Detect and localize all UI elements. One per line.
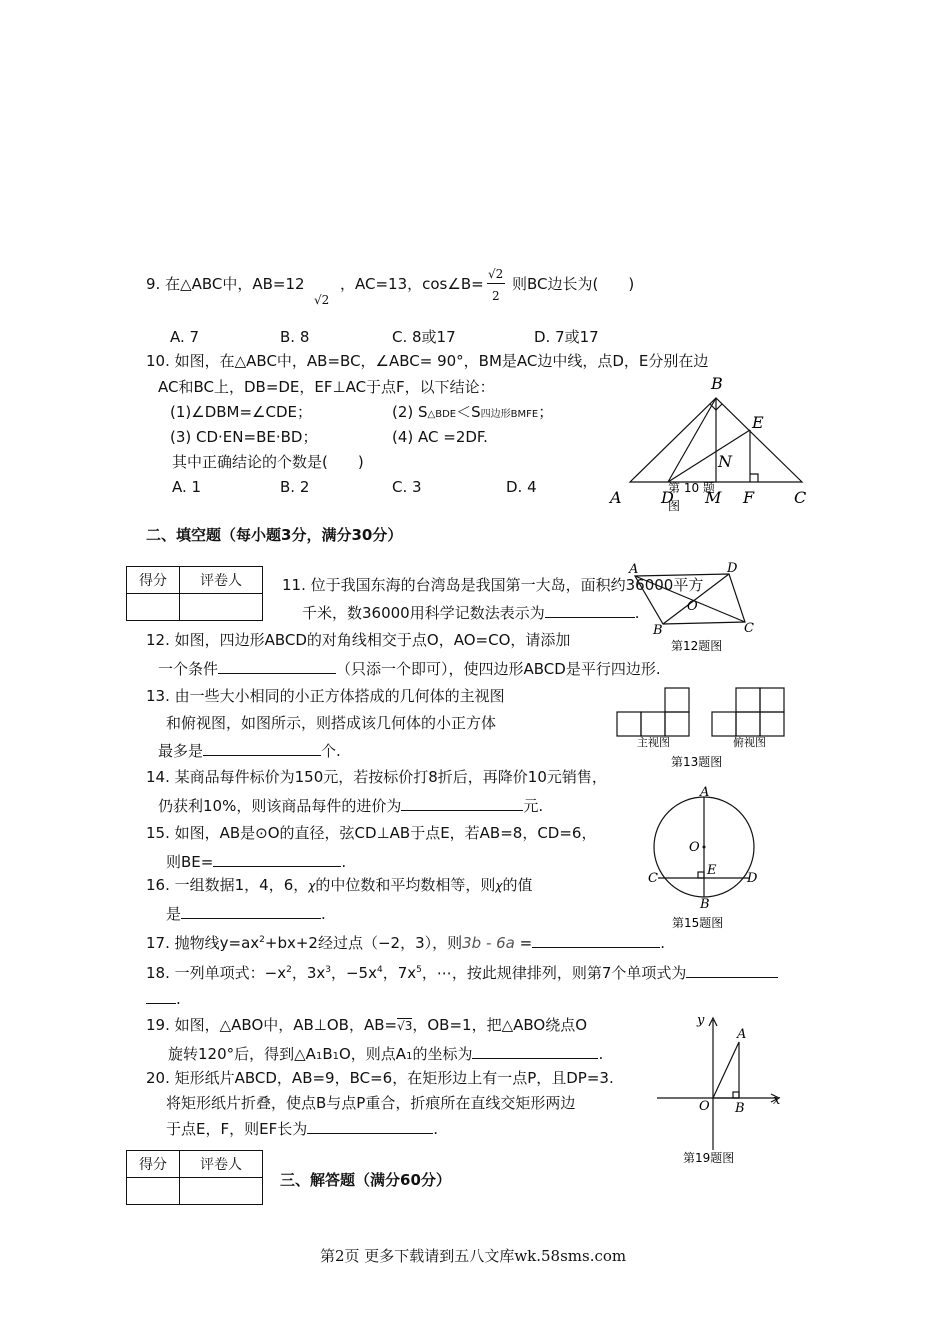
fig15-label-e: E bbox=[707, 863, 717, 878]
fig15-label-b: B bbox=[700, 897, 710, 912]
q18-answer-blank-cont bbox=[146, 988, 176, 1004]
fig13-caption: 第13题图 bbox=[671, 755, 723, 769]
q12-answer-blank[interactable] bbox=[218, 658, 336, 674]
section-2-heading: 二、填空题（每小题3分，满分30分） bbox=[146, 526, 403, 544]
q9-mid: ，AC=13，cos∠B= bbox=[340, 275, 484, 293]
q13-line2: 和俯视图，如图所示，则搭成该几何体的小正方体 bbox=[166, 714, 497, 732]
q9-option-b: B. 8 bbox=[280, 328, 310, 346]
q15-line2: 则BE= . bbox=[166, 853, 347, 871]
q10-line1: 10. 如图，在△ABC中，AB=BC，∠ABC= 90°，BM是AC边中线，点D，E分别在边 bbox=[146, 352, 709, 370]
q18-answer-blank[interactable] bbox=[686, 962, 778, 978]
page-footer: 第2页 更多下载请到五八文库wk.58sms.com bbox=[320, 1247, 627, 1265]
figure-15 bbox=[640, 782, 770, 932]
fig15-label-o: O bbox=[689, 840, 700, 855]
score-label: 得分 bbox=[127, 567, 180, 594]
fig19-label-x: x bbox=[773, 1093, 781, 1108]
label-e: E bbox=[752, 413, 764, 432]
q16-line2: 是 . bbox=[166, 905, 326, 923]
q9-option-a: A. 7 bbox=[170, 328, 200, 346]
fig13-top-label: 俯视图 bbox=[733, 736, 766, 749]
fig19-caption: 第19题图 bbox=[683, 1151, 735, 1165]
fig12-caption: 第12题图 bbox=[671, 639, 723, 653]
right-angle-e bbox=[698, 872, 704, 878]
score-cell bbox=[127, 594, 180, 621]
label-m: M bbox=[705, 488, 722, 507]
q13-line3: 最多是 个. bbox=[158, 742, 341, 760]
fig19-label-y: y bbox=[697, 1013, 705, 1028]
q20-line1: 20. 矩形纸片ABCD，AB=9，BC=6，在矩形边上有一点P，且DP=3. bbox=[146, 1069, 614, 1087]
q18-line1: 18. 一列单项式：$-x^2$，$3x^3$，$-5x^4$，$7x^5$，⋯，按此规律排列，则第7个单项式为 bbox=[146, 960, 778, 983]
fig19-label-a: A bbox=[737, 1027, 747, 1042]
fig12-label-d: D bbox=[727, 561, 738, 576]
line-bd bbox=[668, 398, 716, 482]
grader-label: 评卷人 bbox=[180, 567, 263, 594]
q20-line3: 于点E，F，则EF长为 . bbox=[166, 1120, 438, 1138]
score-label: 得分 bbox=[127, 1151, 180, 1178]
fig12-label-c: C bbox=[744, 621, 754, 636]
q9-frac-num: √2 bbox=[488, 267, 504, 281]
q11-answer-blank[interactable] bbox=[545, 602, 635, 618]
fig12-label-b: B bbox=[653, 623, 663, 638]
score-cell bbox=[127, 1178, 180, 1205]
q12-line2: 一个条件 （只添一个即可），使四边形ABCD是平行四边形. bbox=[158, 660, 661, 678]
q18-line2: . bbox=[146, 988, 181, 1009]
fig13-front-label: 主视图 bbox=[637, 736, 670, 749]
label-a: A bbox=[610, 488, 622, 507]
score-table-2 bbox=[126, 1150, 263, 1205]
q10-line2: AC和BC上，DB=DE，EF⊥AC于点F，以下结论： bbox=[158, 378, 495, 396]
q10-conclusion-4: (4) AC =2DF. bbox=[392, 428, 488, 446]
figure-12 bbox=[625, 560, 765, 660]
q11-line1: 11. 位于我国东海的台湾岛是我国第一大岛，面积约36000平方 bbox=[282, 576, 704, 594]
q10-option-c: C. 3 bbox=[392, 478, 422, 496]
q16-answer-blank[interactable] bbox=[181, 903, 321, 919]
q9-line: 9. 在△ABC中，AB=12 bbox=[146, 275, 305, 293]
fig12-label-o: O bbox=[687, 599, 698, 614]
q12-line1: 12. 如图，四边形ABCD的对角线相交于点O，AO=CO，请添加 bbox=[146, 631, 571, 649]
q14-answer-blank[interactable] bbox=[401, 795, 523, 811]
q10-option-b: B. 2 bbox=[280, 478, 310, 496]
grader-cell bbox=[180, 594, 263, 621]
q15-line1: 15. 如图，AB是⊙O的直径，弦CD⊥AB于点E，若AB=8，CD=6， bbox=[146, 824, 597, 842]
q10-ask: 其中正确结论的个数是( ) bbox=[172, 453, 364, 471]
label-f: F bbox=[743, 488, 755, 507]
q19-line1: 19. 如图，△ABO中，AB⊥OB，AB=√3，OB=1，把△ABO绕点O bbox=[146, 1016, 588, 1034]
right-angle-b bbox=[733, 1092, 739, 1098]
q9-option-c: C. 8或17 bbox=[392, 328, 456, 346]
q9-suffix: 则BC边长为( ) bbox=[512, 275, 635, 293]
label-c: C bbox=[794, 488, 807, 507]
grader-label: 评卷人 bbox=[180, 1151, 263, 1178]
line-de bbox=[668, 430, 750, 482]
fig19-label-o: O bbox=[699, 1099, 710, 1114]
q13-answer-blank[interactable] bbox=[203, 740, 321, 756]
q10-conclusion-1: (1)∠DBM=∠CDE； bbox=[170, 403, 312, 421]
fig15-caption: 第15题图 bbox=[672, 916, 724, 930]
q19-line2: 旋转120°后，得到△A1B1O，则点A1的坐标为 . bbox=[168, 1045, 604, 1063]
q9-frac-bar bbox=[487, 283, 505, 284]
score-table-1 bbox=[126, 566, 263, 621]
q9-option-d: D. 7或17 bbox=[534, 328, 599, 346]
q17-answer-blank[interactable] bbox=[532, 932, 660, 948]
figure-10 bbox=[610, 370, 820, 515]
figure-13 bbox=[615, 688, 795, 770]
q13-line1: 13. 由一些大小相同的小正方体搭成的几何体的主视图 bbox=[146, 687, 505, 705]
q16-line1: 16. 一组数据1，4，6，χ的中位数和平均数相等，则χ的值 bbox=[146, 876, 533, 894]
q10-conclusion-3: (3) CD·EN=BE·BD； bbox=[170, 428, 318, 446]
q10-option-d: D. 4 bbox=[506, 478, 537, 496]
q20-answer-blank[interactable] bbox=[307, 1118, 433, 1134]
figure-19 bbox=[655, 1010, 795, 1170]
q10-option-a: A. 1 bbox=[172, 478, 202, 496]
right-angle-f bbox=[750, 474, 758, 482]
q10-conclusion-2: (2) S△BDE＜S四边形BMFE； bbox=[392, 403, 554, 421]
fig15-label-c: C bbox=[648, 871, 658, 886]
fig10-caption-2: 图 bbox=[668, 499, 681, 513]
q20-line2: 将矩形纸片折叠，使点B与点P重合，折痕所在直线交矩形两边 bbox=[166, 1094, 576, 1112]
fig15-label-d: D bbox=[747, 871, 758, 886]
q17-line: 17. 抛物线$y=ax^2+bx+2$经过点（−2，3），则3b - 6a = . bbox=[146, 934, 665, 952]
section-3-heading: 三、解答题（满分60分） bbox=[280, 1171, 451, 1189]
label-d: D bbox=[661, 488, 674, 507]
q14-line2: 仍获利10%，则该商品每件的进价为 元. bbox=[158, 797, 544, 815]
fig10-caption-1: 第 10 题 bbox=[668, 481, 715, 495]
q14-line1: 14. 某商品每件标价为150元，若按标价打8折后，再降价10元销售， bbox=[146, 768, 607, 786]
fig12-label-a: A bbox=[629, 562, 639, 577]
fig15-label-a: A bbox=[700, 785, 710, 800]
fig19-label-b: B bbox=[735, 1101, 745, 1116]
triangle-abo bbox=[713, 1042, 739, 1098]
q9-frac-den: 2 bbox=[492, 289, 500, 303]
q9-sqrt2: √2 bbox=[314, 293, 330, 307]
q19-answer-blank[interactable] bbox=[472, 1043, 598, 1059]
q15-answer-blank[interactable] bbox=[213, 851, 341, 867]
q11-line2: 千米，数36000用科学记数法表示为 . bbox=[302, 604, 640, 622]
label-n: N bbox=[718, 452, 732, 471]
label-b: B bbox=[711, 374, 723, 393]
grader-cell bbox=[180, 1178, 263, 1205]
